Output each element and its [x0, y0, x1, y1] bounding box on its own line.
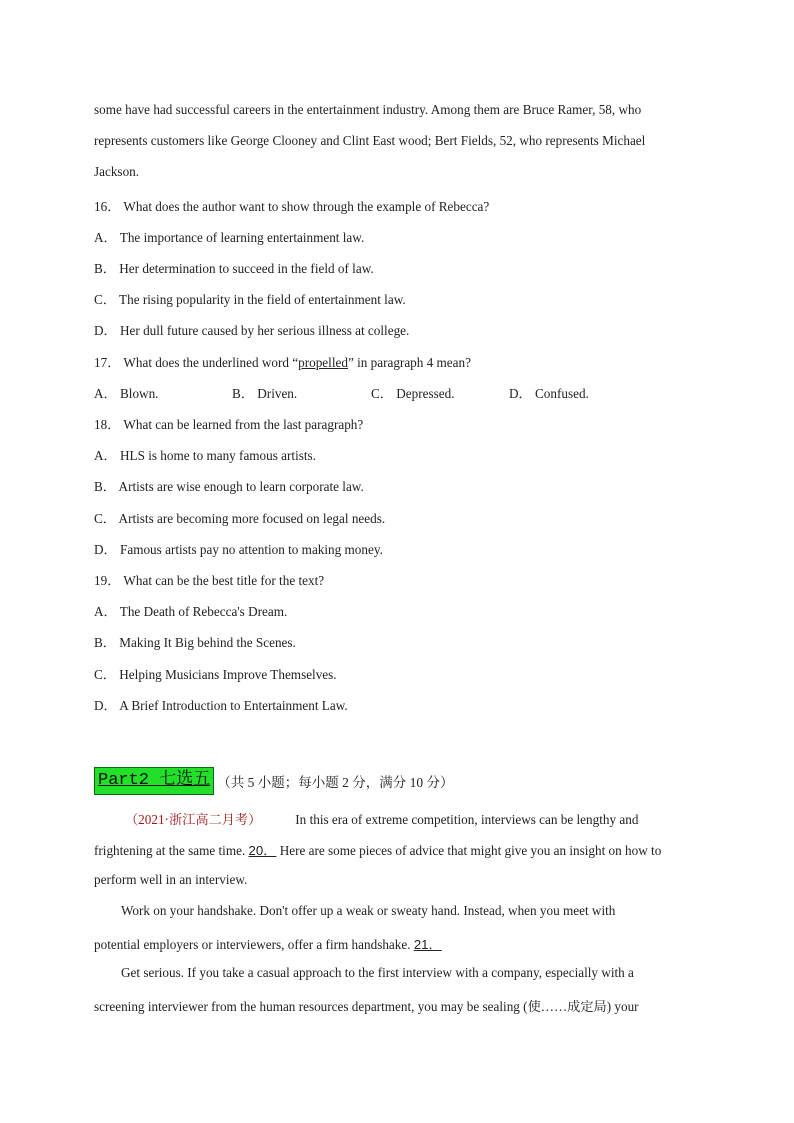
part2-score-note: （共 5 小题；每小题 2 分，满分 10 分）: [217, 775, 454, 790]
q16-option-b: B． Her determination to succeed in the field of law.: [94, 261, 374, 276]
q19-option-c: C． Helping Musicians Improve Themselves.: [94, 667, 337, 682]
passage2-line: （2021·浙江高二月考） In this era of extreme competition, interviews can be lengthy and: [125, 812, 639, 827]
passage-line: some have had successful careers in the entertainment industry. Among them are Bruce Ramer, 58, who: [94, 102, 642, 117]
q16-option-c: C． The rising popularity in the field of entertainment law.: [94, 292, 406, 307]
q17-option-d: D． Confused.: [509, 386, 589, 401]
passage2-line: screening interviewer from the human resources department, you may be sealing (使……成定局) your: [94, 999, 639, 1014]
passage-line: represents customers like George Clooney and Clint East wood; Bert Fields, 52, who represents Michael: [94, 133, 646, 148]
underlined-word: propelled: [298, 355, 348, 370]
q17-option-b: B． Driven.: [232, 386, 298, 401]
q19-option-b: B． Making It Big behind the Scenes.: [94, 635, 296, 650]
passage2-line: Work on your handshake. Don't offer up a weak or sweaty hand. Instead, when you meet with: [121, 903, 616, 918]
question-18-stem: 18． What can be learned from the last paragraph?: [94, 417, 364, 432]
question-19-stem: 19． What can be the best title for the text?: [94, 573, 325, 588]
q19-option-a: A． The Death of Rebecca's Dream.: [94, 604, 288, 619]
passage-line: Jackson.: [94, 164, 140, 179]
q16-option-d: D． Her dull future caused by her serious illness at college.: [94, 323, 410, 338]
q18-option-d: D． Famous artists pay no attention to making money.: [94, 542, 383, 557]
q16-option-a: A． The importance of learning entertainment law.: [94, 230, 365, 245]
question-16-stem: 16． What does the author want to show through the example of Rebecca?: [94, 199, 490, 214]
source-tag: （2021·浙江高二月考）: [125, 812, 262, 827]
q18-option-c: C． Artists are becoming more focused on legal needs.: [94, 511, 386, 526]
question-17-stem: 17． What does the underlined word “propelled” in paragraph 4 mean?: [94, 355, 471, 370]
q18-option-a: A． HLS is home to many famous artists.: [94, 448, 316, 463]
passage2-line: potential employers or interviewers, offer a firm handshake. 21．: [94, 937, 442, 952]
passage2-line: perform well in an interview.: [94, 872, 248, 887]
q18-option-b: B． Artists are wise enough to learn corporate law.: [94, 479, 364, 494]
q19-option-d: D． A Brief Introduction to Entertainment Law.: [94, 698, 348, 713]
q17-option-a: A． Blown.: [94, 386, 159, 401]
part2-heading: [94, 767, 453, 795]
passage2-line: frightening at the same time. 20． Here are some pieces of advice that might give you an insight on how to: [94, 843, 662, 858]
q17-option-c: C． Depressed.: [371, 386, 455, 401]
blank-20[interactable]: 20．: [248, 843, 277, 858]
part2-label: Part2 七选五: [94, 767, 214, 795]
blank-21[interactable]: 21．: [413, 937, 442, 952]
passage2-line: Get serious. If you take a casual approach to the first interview with a company, especially with a: [121, 965, 634, 980]
